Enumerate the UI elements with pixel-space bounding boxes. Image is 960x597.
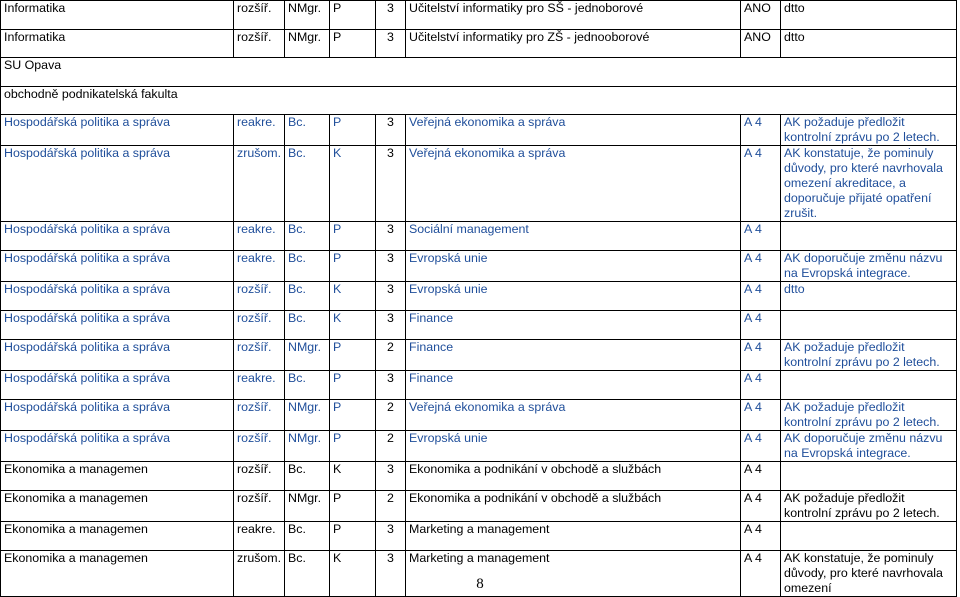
page-number: 8 [476,576,484,592]
program-cell: Ekonomika a podnikání v obchodě a službách [406,462,741,491]
table-row [1,340,957,371]
table-row [1,400,957,431]
rating-cell: A 4 [741,340,781,371]
note-cell: dtto [781,29,957,58]
mode-cell: P [330,251,376,282]
program-cell: Finance [406,340,741,371]
table-row [1,431,957,462]
mode-cell: P [330,1,376,30]
program-cell: Evropská unie [406,431,741,462]
years-cell: 3 [376,1,406,30]
degree-cell: Bc. [285,371,330,400]
degree-cell: Bc. [285,282,330,311]
form-cell: zrušom. [234,551,285,597]
program-cell: Evropská unie [406,251,741,282]
form-cell: rozšíř. [234,311,285,340]
program-cell: Evropská unie [406,282,741,311]
note-cell: AK požaduje předložit kontrolní zprávu po 2 letech. [781,400,957,431]
degree-cell: NMgr. [285,340,330,371]
note-cell: AK doporučuje změnu názvu na Evropská integrace. [781,251,957,282]
form-cell: reakre. [234,371,285,400]
degree-cell: Bc. [285,462,330,491]
degree-cell: NMgr. [285,400,330,431]
mode-cell: K [330,146,376,222]
program-cell: Veřejná ekonomika a správa [406,400,741,431]
form-cell: reakre. [234,115,285,146]
form-cell: zrušom. [234,146,285,222]
institution-row [1,86,957,115]
table-row [1,311,957,340]
degree-cell: Bc. [285,551,330,597]
form-cell: rozšíř. [234,491,285,522]
note-cell [781,522,957,551]
field-cell: Hospodářská politika a správa [1,115,234,146]
years-cell: 3 [376,462,406,491]
mode-cell: P [330,29,376,58]
field-cell: Hospodářská politika a správa [1,400,234,431]
mode-cell: P [330,431,376,462]
mode-cell: K [330,311,376,340]
program-cell: Marketing a management [406,551,741,597]
degree-cell: NMgr. [285,431,330,462]
table-row [1,251,957,282]
years-cell: 2 [376,340,406,371]
degree-cell: Bc. [285,522,330,551]
field-cell: Hospodářská politika a správa [1,311,234,340]
institution-row [1,58,957,87]
field-cell: Ekonomika a managemen [1,491,234,522]
rating-cell: A 4 [741,115,781,146]
rating-cell: A 4 [741,311,781,340]
table-row [1,146,957,222]
table-row [1,282,957,311]
years-cell: 3 [376,251,406,282]
mode-cell: K [330,551,376,597]
field-cell: Ekonomika a managemen [1,522,234,551]
form-cell: rozšíř. [234,462,285,491]
program-cell: Veřejná ekonomika a správa [406,115,741,146]
note-cell: AK požaduje předložit kontrolní zprávu po 2 letech. [781,491,957,522]
field-cell: Hospodářská politika a správa [1,222,234,251]
field-cell: Hospodářská politika a správa [1,431,234,462]
table-body [1,1,957,597]
note-cell [781,371,957,400]
years-cell: 3 [376,29,406,58]
mode-cell: P [330,491,376,522]
degree-cell: Bc. [285,222,330,251]
mode-cell: K [330,282,376,311]
degree-cell: Bc. [285,115,330,146]
field-cell: Informatika [1,1,234,30]
table-row [1,222,957,251]
form-cell: rozšíř. [234,282,285,311]
degree-cell: NMgr. [285,29,330,58]
program-cell: Veřejná ekonomika a správa [406,146,741,222]
field-cell: Hospodářská politika a správa [1,282,234,311]
note-cell [781,462,957,491]
table-row [1,115,957,146]
degree-cell: NMgr. [285,1,330,30]
years-cell: 3 [376,522,406,551]
years-cell: 3 [376,551,406,597]
institution-name: SU Opava [1,58,957,87]
field-cell: Ekonomika a managemen [1,462,234,491]
note-cell: dtto [781,1,957,30]
program-cell: Ekonomika a podnikání v obchodě a službách [406,491,741,522]
years-cell: 3 [376,146,406,222]
field-cell: Informatika [1,29,234,58]
years-cell: 2 [376,491,406,522]
mode-cell: P [330,222,376,251]
years-cell: 3 [376,311,406,340]
note-cell: AK konstatuje, že pominuly důvody, pro které navrhovala omezení [781,551,957,597]
program-cell: Marketing a management [406,522,741,551]
field-cell: Hospodářská politika a správa [1,146,234,222]
field-cell: Hospodářská politika a správa [1,371,234,400]
institution-name: obchodně podnikatelská fakulta [1,86,957,115]
years-cell: 3 [376,371,406,400]
note-cell: dtto [781,282,957,311]
form-cell: rozšíř. [234,400,285,431]
years-cell: 3 [376,282,406,311]
table-row [1,371,957,400]
years-cell: 2 [376,400,406,431]
program-cell: Finance [406,371,741,400]
program-cell: Učitelství informatiky pro SŠ - jednoborové [406,1,741,30]
note-cell [781,311,957,340]
degree-cell: Bc. [285,251,330,282]
note-cell [781,222,957,251]
years-cell: 2 [376,431,406,462]
table-row [1,29,957,58]
table-row [1,1,957,30]
form-cell: reakre. [234,251,285,282]
form-cell: reakre. [234,522,285,551]
rating-cell: A 4 [741,222,781,251]
rating-cell: A 4 [741,431,781,462]
note-cell: AK doporučuje změnu názvu na Evropská integrace. [781,431,957,462]
program-cell: Finance [406,311,741,340]
table-row [1,522,957,551]
note-cell: AK požaduje předložit kontrolní zprávu po 2 letech. [781,340,957,371]
rating-cell: A 4 [741,282,781,311]
years-cell: 3 [376,115,406,146]
mode-cell: P [330,371,376,400]
degree-cell: Bc. [285,311,330,340]
field-cell: Hospodářská politika a správa [1,340,234,371]
rating-cell: A 4 [741,371,781,400]
form-cell: rozšíř. [234,1,285,30]
rating-cell: ANO [741,1,781,30]
program-cell: Učitelství informatiky pro ZŠ - jednooborové [406,29,741,58]
mode-cell: P [330,115,376,146]
table-row [1,491,957,522]
form-cell: reakre. [234,222,285,251]
years-cell: 3 [376,222,406,251]
note-cell: AK požaduje předložit kontrolní zprávu po 2 letech. [781,115,957,146]
rating-cell: A 4 [741,146,781,222]
rating-cell: A 4 [741,522,781,551]
rating-cell: A 4 [741,251,781,282]
program-cell: Sociální management [406,222,741,251]
form-cell: rozšíř. [234,431,285,462]
rating-cell: A 4 [741,400,781,431]
mode-cell: P [330,400,376,431]
field-cell: Ekonomika a managemen [1,551,234,597]
rating-cell: A 4 [741,491,781,522]
table-row [1,462,957,491]
degree-cell: Bc. [285,146,330,222]
mode-cell: K [330,462,376,491]
note-cell: AK konstatuje, že pominuly důvody, pro které navrhovala omezení akreditace, a doporučuje přijaté opatření zrušit. [781,146,957,222]
rating-cell: A 4 [741,551,781,597]
degree-cell: NMgr. [285,491,330,522]
field-cell: Hospodářská politika a správa [1,251,234,282]
mode-cell: P [330,340,376,371]
rating-cell: A 4 [741,462,781,491]
mode-cell: P [330,522,376,551]
form-cell: rozšíř. [234,29,285,58]
rating-cell: ANO [741,29,781,58]
form-cell: rozšíř. [234,340,285,371]
